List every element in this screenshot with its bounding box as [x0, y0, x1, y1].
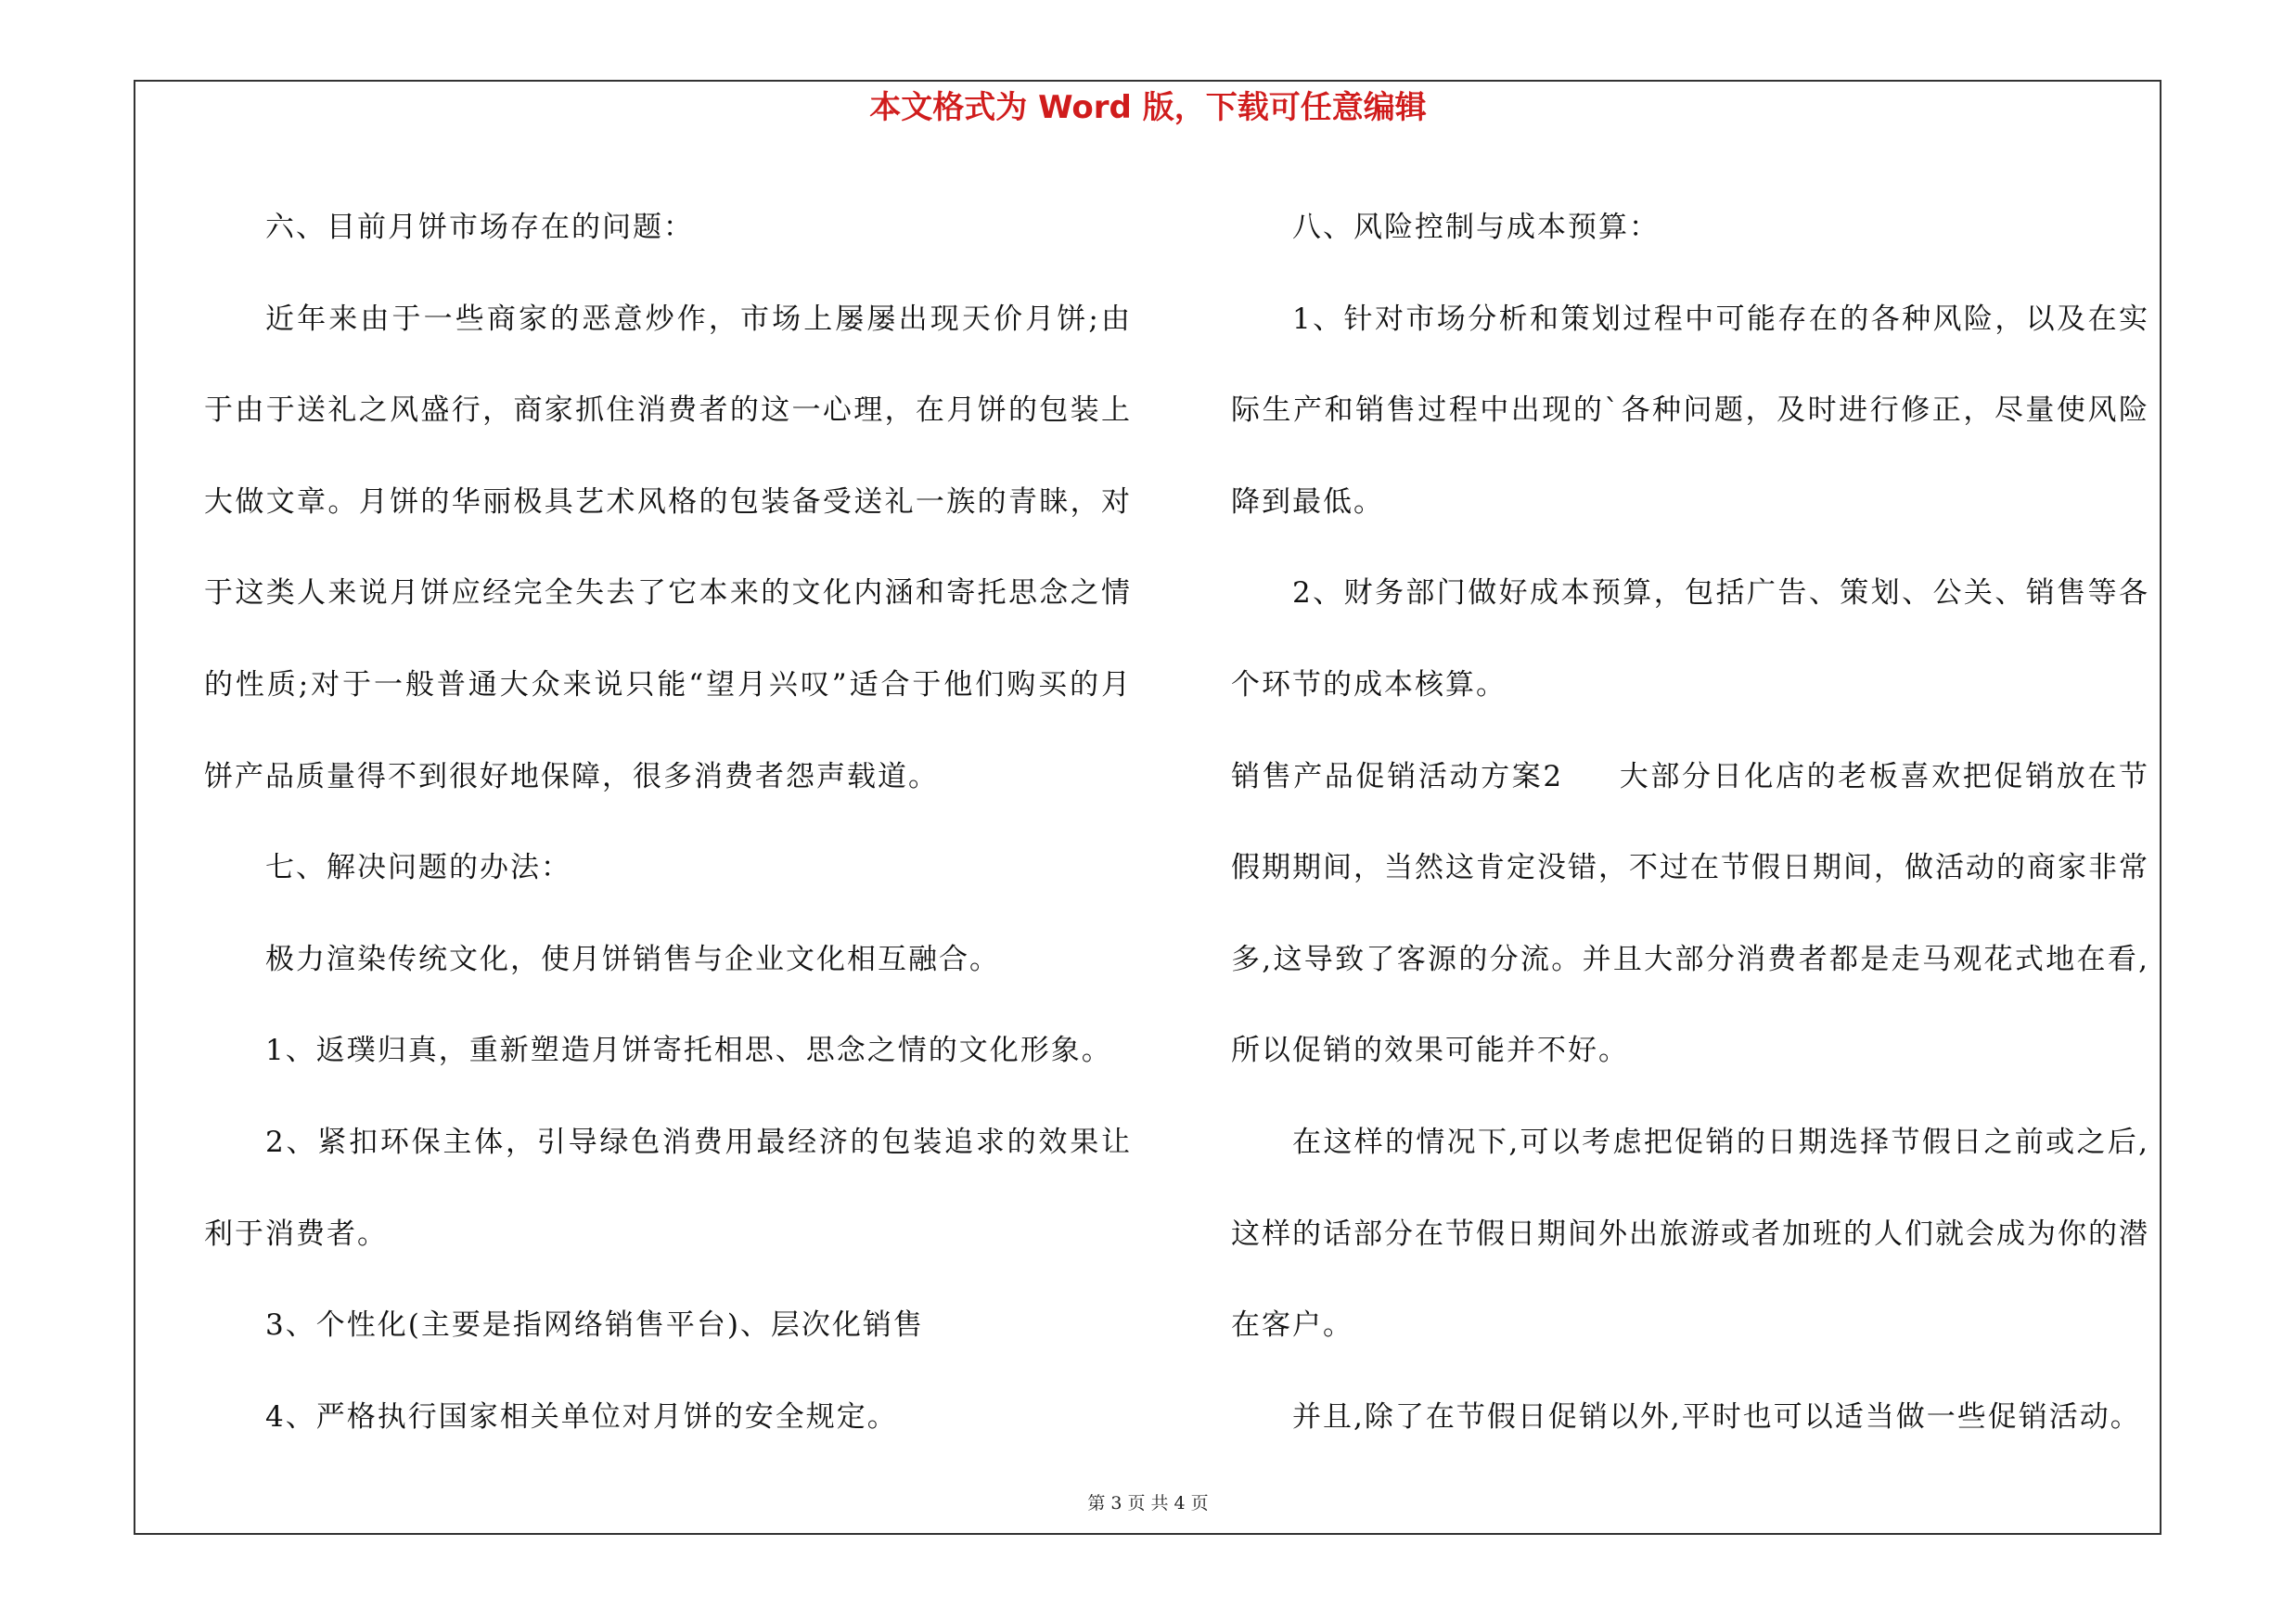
- paragraph-regular: 并且,除了在节假日促销以外,平时也可以适当做一些促销活动。: [1292, 1399, 2141, 1434]
- paragraph-risk: 1、针对市场分析和策划过程中可能存在的各种风险，以及在实际生产和销售过程中出现的`各种问题，及时进行修正，尽量使风险降到最低。: [1231, 302, 2149, 519]
- plan-heading: 销售产品促销活动方案2: [1231, 759, 1564, 793]
- paragraph-budget: 2、财务部门做好成本预算，包括广告、策划、公关、销售等各个环节的成本核算。: [1231, 576, 2149, 702]
- list-item-2: 2、紧扣环保主体，引导绿色消费用最经济的包装追求的效果让利于消费者。: [204, 1125, 1132, 1251]
- list-item-1: 1、返璞归真，重新塑造月饼寄托相思、思念之情的文化形象。: [265, 1034, 1112, 1068]
- section-heading-six: 六、目前月饼市场存在的问题：: [265, 211, 694, 244]
- page-footer: 第 3 页 共 4 页: [1087, 1493, 1209, 1514]
- section-heading-seven: 七、解决问题的办法：: [265, 851, 571, 885]
- paragraph-culture: 极力渲染传统文化，使月饼销售与企业文化相互融合。: [265, 942, 1000, 976]
- paragraph-timing: 在这样的情况下,可以考虑把促销的日期选择节假日之前或之后,这样的话部分在节假日期间外出旅游或者加班的人们就会成为你的潜在客户。: [1231, 1125, 2149, 1343]
- list-item-4: 4、严格执行国家相关单位对月饼的安全规定。: [265, 1399, 898, 1434]
- plan-text: 大部分日化店的老板喜欢把促销放在节假期期间，当然这肯定没错，不过在节假日期间，做活动的商家非常多,这导致了客源的分流。并且大部分消费者都是走马观花式地在看,所以促销的效果可能并不好。: [1231, 759, 2149, 1068]
- right-column: [1231, 182, 2149, 1462]
- paragraph-plan-2: [1231, 731, 2149, 1097]
- paragraph-problems: 近年来由于一些商家的恶意炒作，市场上屡屡出现天价月饼;由于由于送礼之风盛行，商家抓住消费者的这一心理，在月饼的包装上大做文章。月饼的华丽极具艺术风格的包装备受送礼一族的青睐，对于这类人来说月饼应经完全失去了它本来的文化内涵和寄托思念之情的性质;对于一般普通大众来说只能“望月兴叹”适合于他们购买的月饼产品质量得不到很好地保障，很多消费者怨声载道。: [204, 302, 1132, 793]
- left-column: [204, 182, 1132, 1462]
- section-heading-eight: 八、风险控制与成本预算：: [1292, 211, 1660, 244]
- banner-title: 本文格式为 Word 版，下载可任意编辑: [869, 89, 1427, 126]
- list-item-3: 3、个性化(主要是指网络销售平台)、层次化销售: [265, 1308, 924, 1343]
